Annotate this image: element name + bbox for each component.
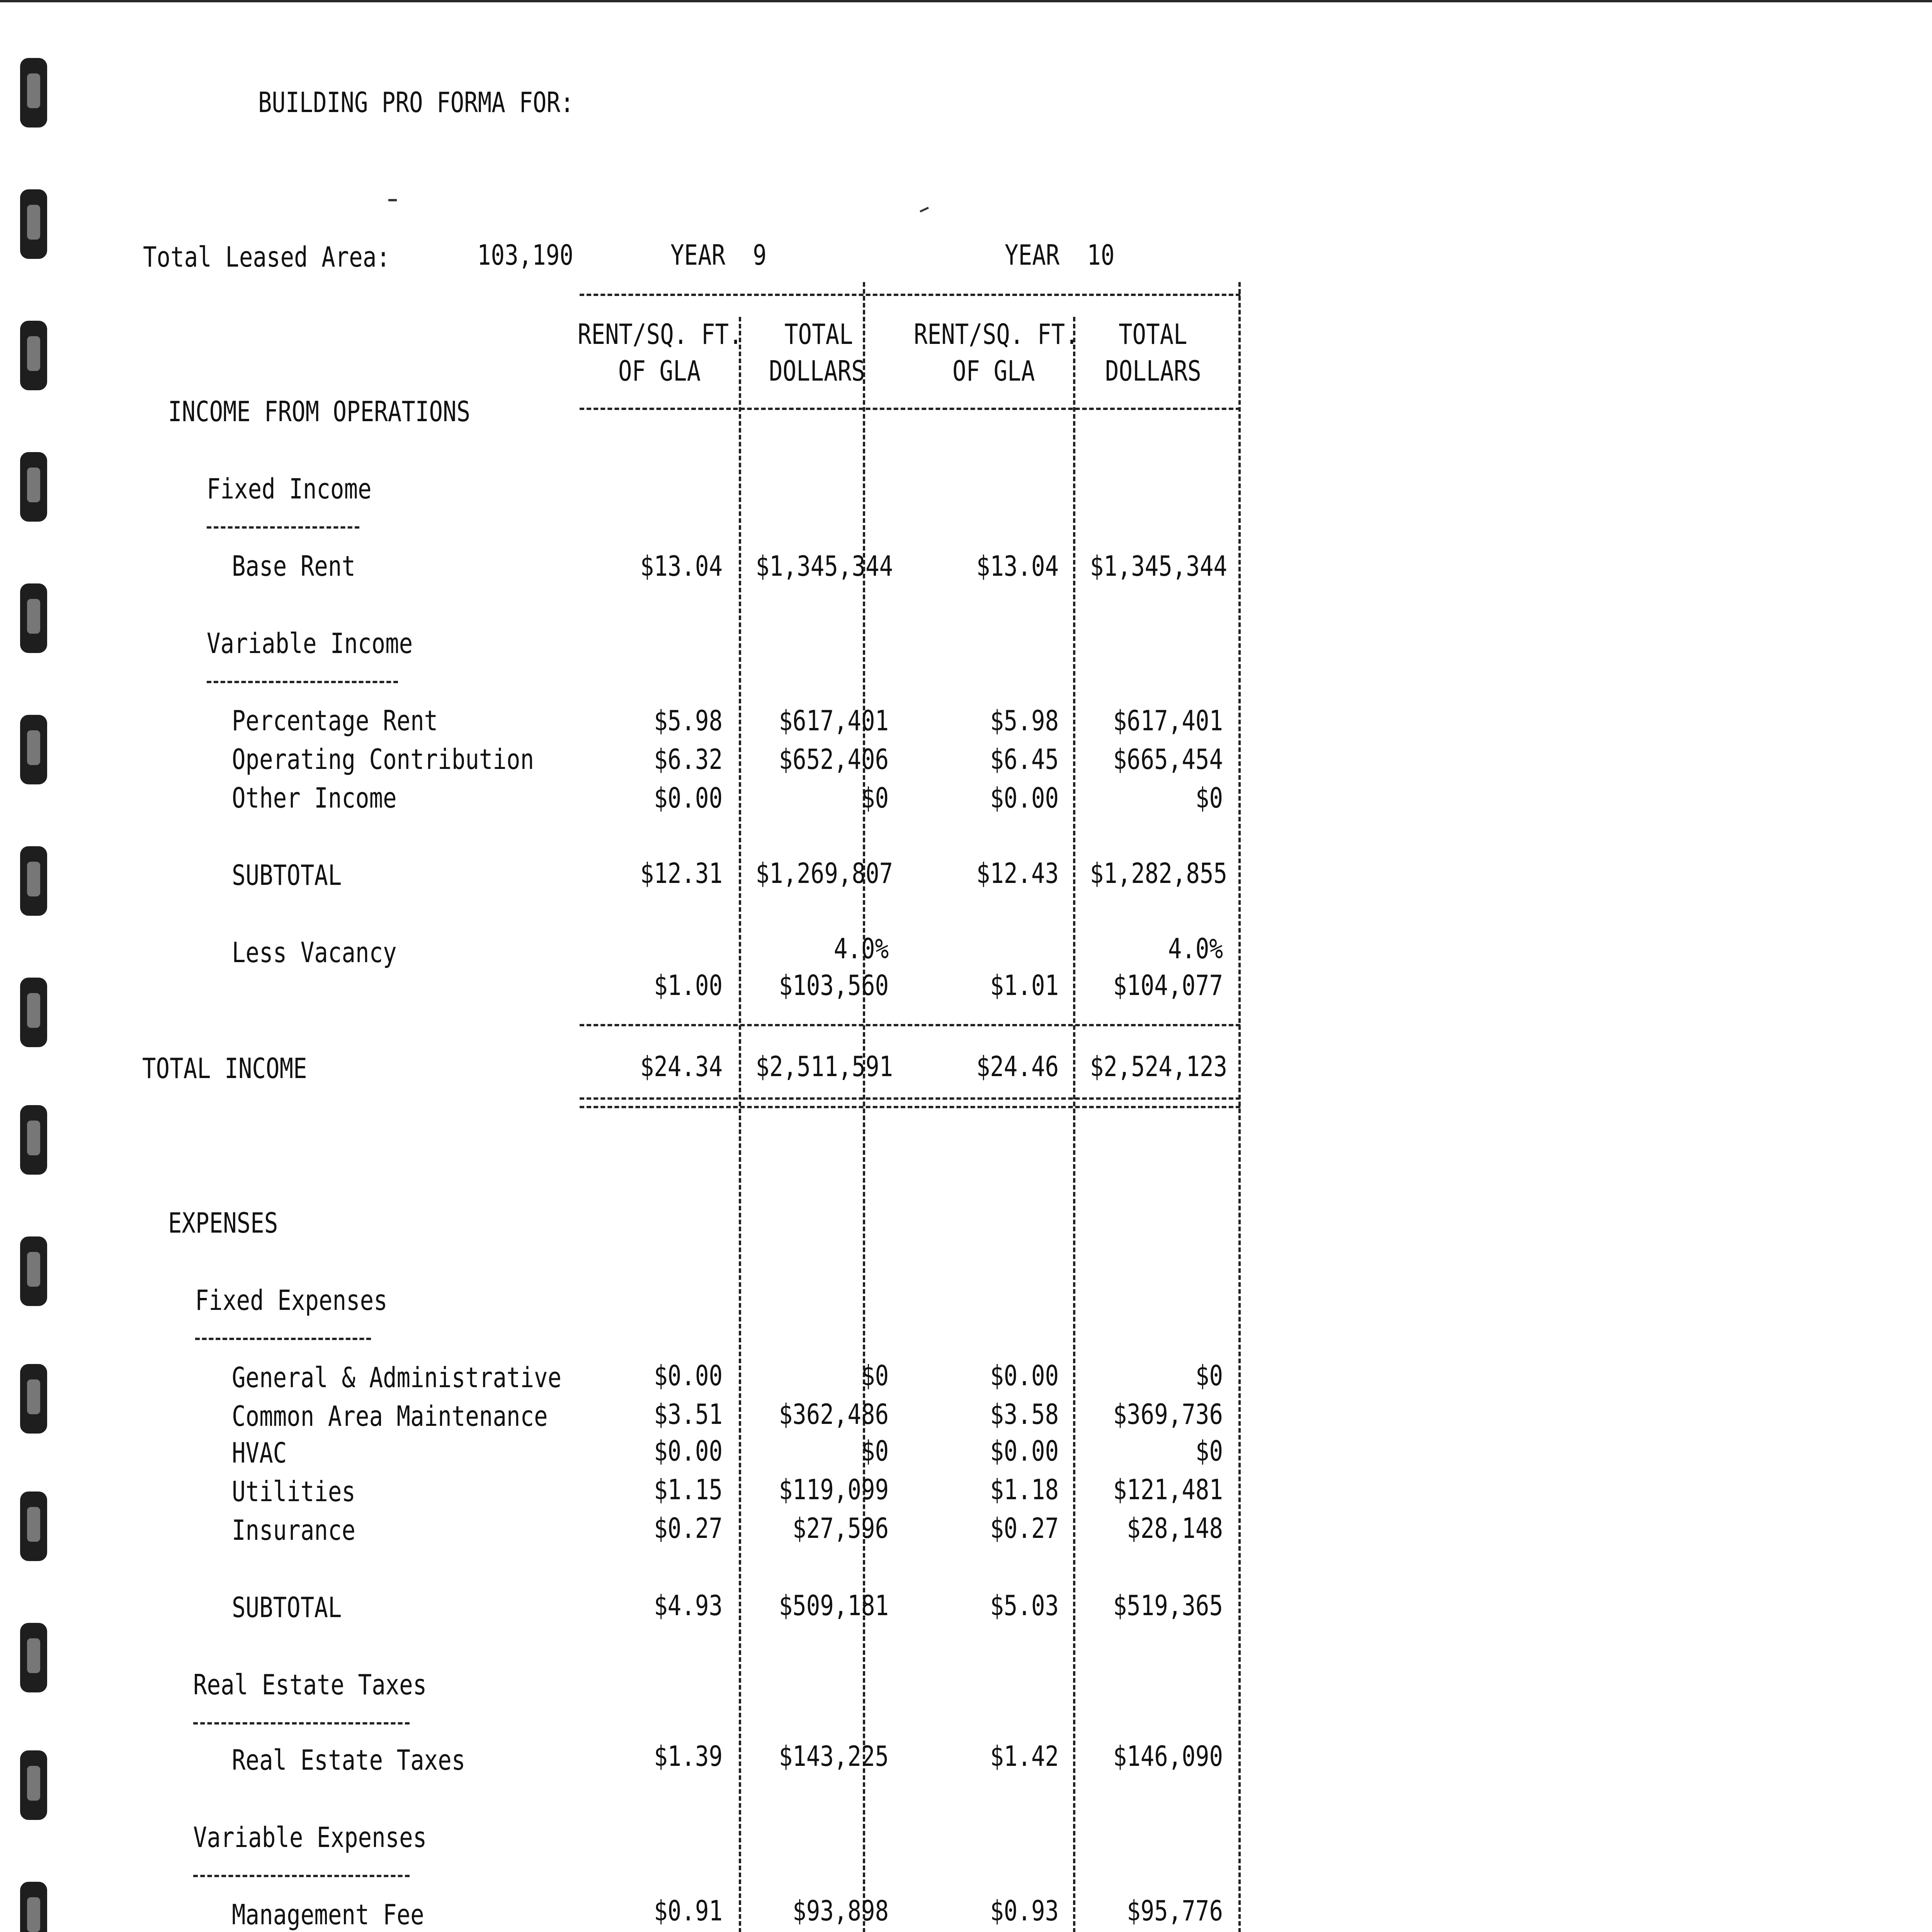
binder-hole: [20, 1105, 47, 1175]
year-9-heading: YEAR 9: [670, 239, 767, 271]
cell-y10-total: $0: [1195, 782, 1223, 814]
binder-hole: [20, 58, 47, 128]
row-label-operating-contribution: Operating Contribution: [232, 743, 534, 776]
cell-y10-total: $519,365: [1113, 1589, 1223, 1622]
row-label-other-income: Other Income: [232, 782, 397, 814]
cell-y9-total: $119,099: [779, 1473, 889, 1506]
cell-y10-rent: $1.01: [990, 969, 1059, 1002]
section-variable-expenses: Variable Expenses: [193, 1821, 427, 1854]
cell-y10-rent: $12.43: [976, 857, 1059, 889]
cell-y9-rent: $12.31: [640, 857, 723, 889]
cell-y9-total: $0: [861, 1435, 889, 1467]
col-header-rent-y9-sub: OF GLA: [618, 355, 701, 387]
binder-hole: [20, 321, 47, 390]
binder-hole: [20, 583, 47, 653]
cell-y9-rent: $0.00: [654, 782, 723, 814]
cell-y10-total: $146,090: [1113, 1740, 1223, 1772]
cell-y10-rent: $6.45: [990, 743, 1059, 776]
leased-area-value: 103,190: [477, 239, 573, 271]
binder-hole: [20, 1623, 47, 1692]
cell-y10-total: $0: [1195, 1359, 1223, 1392]
binder-hole: [20, 452, 47, 522]
cell-y9-rent: $0.00: [654, 1359, 723, 1392]
heading-underline: [207, 526, 359, 529]
row-label-percentage-rent: Percentage Rent: [232, 704, 438, 737]
cell-y10-total: $665,454: [1113, 743, 1223, 776]
heading-underline: [193, 1722, 410, 1725]
cell-y9-total: $103,560: [779, 969, 889, 1002]
cell-y10-total: $369,736: [1113, 1398, 1223, 1430]
cell-y10-total: $104,077: [1113, 969, 1223, 1002]
cell-y9-total: $509,181: [779, 1589, 889, 1622]
binder-hole: [20, 715, 47, 784]
cell-y10-total: $95,776: [1127, 1895, 1223, 1927]
column-divider: [863, 282, 865, 1932]
cell-y9-total: $0: [861, 1359, 889, 1392]
cell-y9-rent: $1.39: [654, 1740, 723, 1772]
cell-y9-total: $0: [861, 782, 889, 814]
row-label-management-fee: Management Fee: [232, 1898, 424, 1931]
col-header-total-y9-sub: DOLLARS: [769, 355, 865, 387]
row-label-base-rent: Base Rent: [232, 550, 355, 582]
cell-y10-total: $1,345,344: [1090, 550, 1228, 582]
cell-y9-rent: $13.04: [640, 550, 723, 582]
cell-y9-rent: $24.34: [640, 1050, 723, 1083]
cell-y9-total: $143,225: [779, 1740, 889, 1772]
cell-y9-total: $362,486: [779, 1398, 889, 1430]
cell-y9-total: $1,269,807: [755, 857, 893, 889]
cell-y9-rent: $0.27: [654, 1512, 723, 1544]
leased-area-label: Total Leased Area:: [143, 241, 390, 273]
page-edge: [0, 0, 1932, 2]
cell-y10-rent: $1.42: [990, 1740, 1059, 1772]
col-header-total-y9: TOTAL: [784, 318, 853, 350]
cell-y9-vacancy-pct: 4.0%: [833, 932, 889, 965]
column-divider: [1073, 317, 1075, 1932]
binder-hole: [20, 1492, 47, 1561]
cell-y10-rent: $13.04: [976, 550, 1059, 582]
cell-y9-rent: $1.15: [654, 1473, 723, 1506]
cell-y9-total: $617,401: [779, 704, 889, 737]
cell-y10-total: $0: [1195, 1435, 1223, 1467]
binder-hole: [20, 1236, 47, 1306]
row-label-less-vacancy: Less Vacancy: [232, 936, 397, 969]
row-label-income-subtotal: SUBTOTAL: [232, 859, 342, 891]
cell-y10-total: $121,481: [1113, 1473, 1223, 1506]
row-label-cam: Common Area Maintenance: [232, 1400, 548, 1432]
binder-hole: [20, 189, 47, 259]
row-label-fixed-subtotal: SUBTOTAL: [232, 1591, 342, 1624]
cell-y9-total: $1,345,344: [755, 550, 893, 582]
cell-y10-rent: $24.46: [976, 1050, 1059, 1083]
column-divider: [1238, 282, 1241, 1932]
section-income: INCOME FROM OPERATIONS: [168, 395, 470, 428]
cell-y9-total: $27,596: [793, 1512, 889, 1544]
col-header-rent-y10-sub: OF GLA: [952, 355, 1035, 387]
cell-y9-total: $652,406: [779, 743, 889, 776]
row-label-re-taxes: Real Estate Taxes: [232, 1744, 466, 1776]
binder-hole: [20, 1364, 47, 1434]
row-label-general-admin: General & Administrative: [232, 1361, 562, 1394]
cell-y9-total: $2,511,591: [755, 1050, 893, 1083]
section-variable-income: Variable Income: [207, 627, 413, 660]
cell-y9-rent: $0.91: [654, 1895, 723, 1927]
col-header-rent-y10: RENT/SQ. FT.: [914, 318, 1079, 350]
cell-y10-total: $617,401: [1113, 704, 1223, 737]
row-label-insurance: Insurance: [232, 1514, 355, 1546]
year-10-heading: YEAR 10: [1005, 239, 1115, 271]
document-title: BUILDING PRO FORMA FOR:: [258, 86, 574, 119]
cell-y10-total: $2,524,123: [1090, 1050, 1228, 1083]
binder-hole: [20, 1750, 47, 1820]
table-double-rule: [580, 1097, 1240, 1108]
row-label-utilities: Utilities: [232, 1475, 355, 1508]
cell-y10-rent: $0.00: [990, 1359, 1059, 1392]
cell-y10-rent: $0.27: [990, 1512, 1059, 1544]
cell-y10-rent: $1.18: [990, 1473, 1059, 1506]
table-rule: [580, 408, 1240, 410]
heading-underline: [195, 1338, 371, 1340]
heading-underline: [193, 1875, 410, 1877]
stray-mark: [388, 199, 397, 201]
cell-y10-rent: $5.03: [990, 1589, 1059, 1622]
total-income-label: TOTAL INCOME: [142, 1052, 307, 1085]
cell-y10-total: $28,148: [1127, 1512, 1223, 1544]
heading-underline: [207, 681, 398, 683]
col-header-rent-y9: RENT/SQ. FT.: [578, 318, 743, 350]
column-divider: [739, 317, 741, 1932]
binder-hole: [20, 978, 47, 1047]
cell-y10-rent: $0.00: [990, 1435, 1059, 1467]
cell-y10-rent: $0.00: [990, 782, 1059, 814]
section-fixed-income: Fixed Income: [207, 473, 372, 505]
stray-mark: [920, 207, 929, 213]
table-rule: [580, 1024, 1240, 1026]
cell-y9-rent: $4.93: [654, 1589, 723, 1622]
binder-hole: [20, 846, 47, 916]
section-expenses: EXPENSES: [168, 1207, 278, 1239]
cell-y10-rent: $3.58: [990, 1398, 1059, 1430]
cell-y9-rent: $0.00: [654, 1435, 723, 1467]
cell-y9-rent: $1.00: [654, 969, 723, 1002]
cell-y10-rent: $0.93: [990, 1895, 1059, 1927]
binder-hole: [20, 1882, 47, 1932]
cell-y10-total: $1,282,855: [1090, 857, 1228, 889]
row-label-hvac: HVAC: [232, 1437, 287, 1469]
cell-y10-vacancy-pct: 4.0%: [1168, 932, 1223, 965]
section-real-estate-taxes: Real Estate Taxes: [193, 1668, 427, 1701]
cell-y10-rent: $5.98: [990, 704, 1059, 737]
cell-y9-total: $93,898: [793, 1895, 889, 1927]
cell-y9-rent: $3.51: [654, 1398, 723, 1430]
col-header-total-y10: TOTAL: [1119, 318, 1187, 350]
cell-y9-rent: $5.98: [654, 704, 723, 737]
col-header-total-y10-sub: DOLLARS: [1105, 355, 1201, 387]
cell-y9-rent: $6.32: [654, 743, 723, 776]
table-rule: [580, 294, 1240, 296]
section-fixed-expenses: Fixed Expenses: [195, 1284, 388, 1316]
